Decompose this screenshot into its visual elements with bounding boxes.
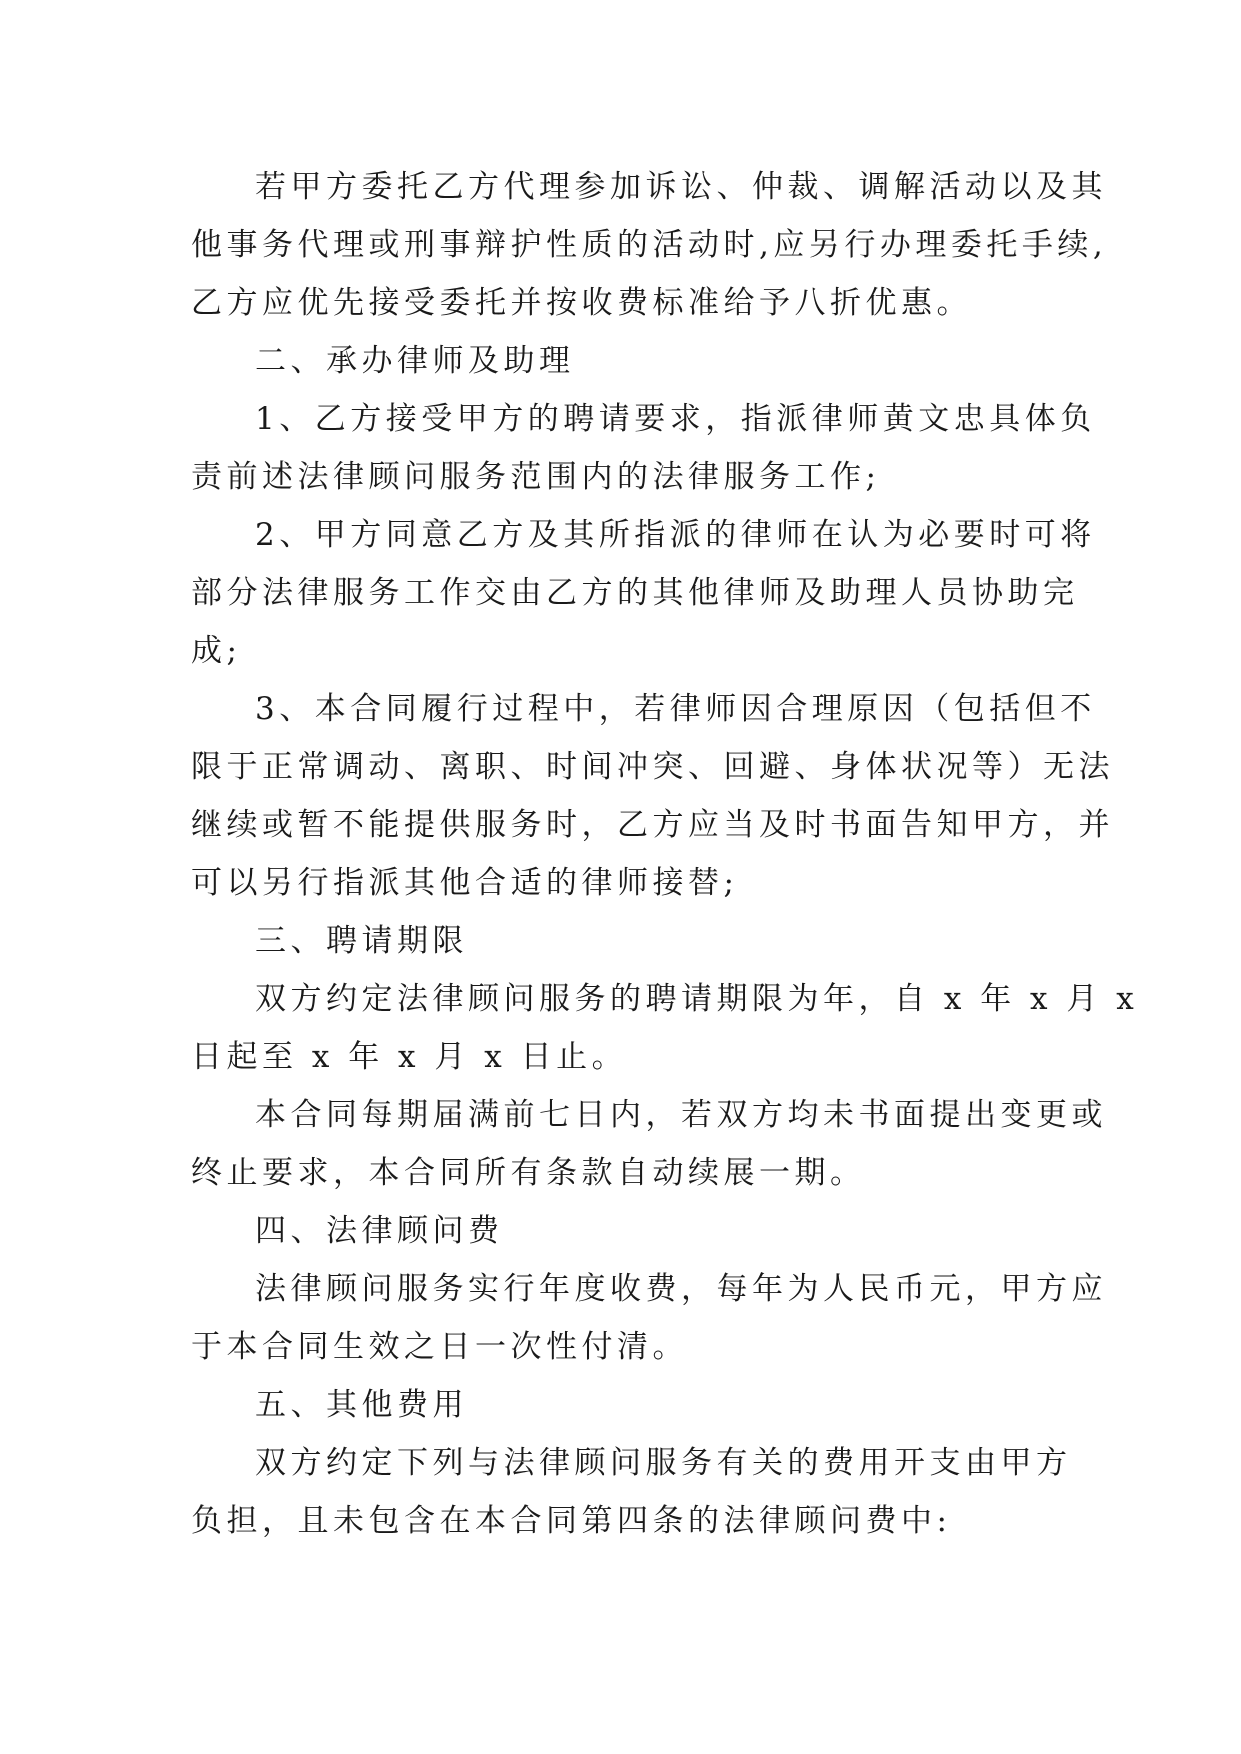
paragraph-line: 终止要求，本合同所有条款自动续展一期。 xyxy=(191,1155,866,1191)
section-heading-lawyers xyxy=(191,332,1071,390)
paragraph-line: 1、乙方接受甲方的聘请要求，指派律师黄文忠具体负 xyxy=(255,401,1096,437)
paragraph-lawyer-assignment xyxy=(191,390,1096,506)
paragraph-line: 3、本合同履行过程中，若律师因合理原因（包括但不 xyxy=(255,691,1096,727)
paragraph-annual-fee xyxy=(191,1260,1107,1376)
paragraph-line: 限于正常调动、离职、时间冲突、回避、身体状况等）无法 xyxy=(191,749,1114,785)
section-heading-fee xyxy=(191,1202,1071,1260)
paragraph-line: 可以另行指派其他合适的律师接替; xyxy=(191,865,739,901)
paragraph-line: 日起至 x 年 x 月 x 日止。 xyxy=(191,1039,628,1075)
section-heading: 五、其他费用 xyxy=(255,1387,468,1423)
paragraph-line: 法律顾问服务实行年度收费，每年为人民币元，甲方应 xyxy=(255,1271,1107,1307)
paragraph-line: 负担，且未包含在本合同第四条的法律顾问费中: xyxy=(191,1503,952,1539)
paragraph-line: 责前述法律顾问服务范围内的法律服务工作; xyxy=(191,459,881,495)
document-body xyxy=(191,158,1139,1550)
paragraph-line: 双方约定下列与法律顾问服务有关的费用开支由甲方 xyxy=(255,1445,1072,1481)
section-heading-other-costs xyxy=(191,1376,1071,1434)
paragraph-line: 于本合同生效之日一次性付清。 xyxy=(191,1329,688,1365)
paragraph-line: 双方约定法律顾问服务的聘请期限为年，自 x 年 x 月 x xyxy=(255,981,1139,1017)
section-heading-term xyxy=(191,912,1071,970)
paragraph-line: 继续或暂不能提供服务时，乙方应当及时书面告知甲方，并 xyxy=(191,807,1114,843)
paragraph-line: 2、甲方同意乙方及其所指派的律师在认为必要时可将 xyxy=(255,517,1096,553)
paragraph-service-term xyxy=(191,970,1139,1086)
paragraph-line: 他事务代理或刑事辩护性质的活动时,应另行办理委托手续, xyxy=(191,227,1108,263)
paragraph-other-costs xyxy=(191,1434,1071,1550)
paragraph-line: 若甲方委托乙方代理参加诉讼、仲裁、调解活动以及其 xyxy=(255,169,1107,205)
section-heading: 三、聘请期限 xyxy=(255,923,468,959)
paragraph-line: 乙方应优先接受委托并按收费标准给予八折优惠。 xyxy=(191,285,972,321)
paragraph-lawyer-replacement xyxy=(191,680,1114,912)
section-heading: 二、承办律师及助理 xyxy=(255,343,575,379)
paragraph-line: 部分法律服务工作交由乙方的其他律师及助理人员协助完 xyxy=(191,575,1079,611)
paragraph-line: 成; xyxy=(191,633,242,669)
section-heading: 四、法律顾问费 xyxy=(255,1213,504,1249)
paragraph-assistant-delegation xyxy=(191,506,1096,680)
paragraph-line: 本合同每期届满前七日内，若双方均未书面提出变更或 xyxy=(255,1097,1107,1133)
paragraph-delegation-clause xyxy=(191,158,1108,332)
paragraph-auto-renewal xyxy=(191,1086,1107,1202)
